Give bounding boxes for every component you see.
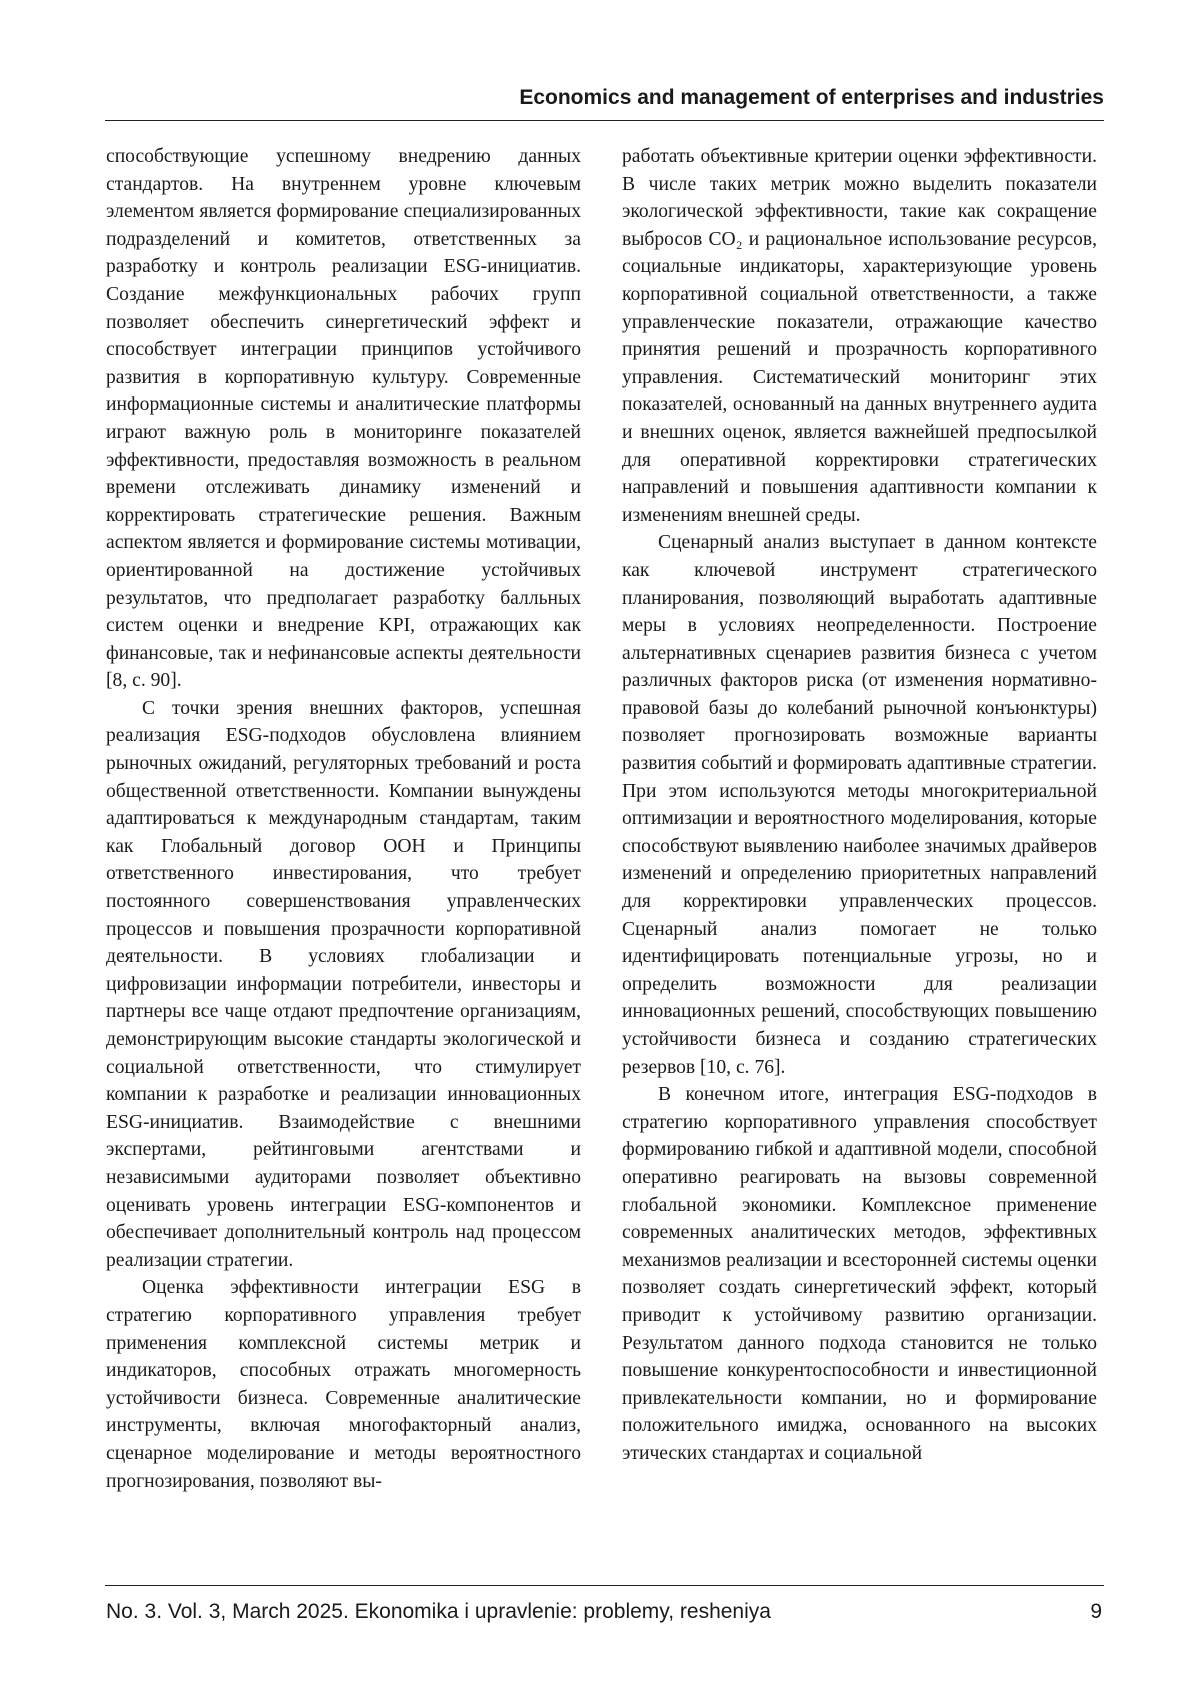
section-title: Economics and management of enterprises and industries [519,86,1104,109]
left-column [106,143,581,1495]
footer-divider [105,1585,1104,1586]
journal-citation: No. 3. Vol. 3, March 2025. Ekonomika i upravlenie: problemy, resheniya [106,1598,771,1626]
right-column [622,143,1097,1468]
paragraph: С точки зрения внешних факторов, успешная реализация ESG-подходов обусловлена влиянием рыночных ожиданий, регуляторных требований и роста общественной ответственности. Компании вынуждены адаптироваться к международным стандартам, таким как Глобальный договор ООН и Принципы ответственного инвестирования, что требует постоянного совершенствования управленческих процессов и повышения прозрачности корпоративной деятельности. В условиях глобализации и цифровизации информации потребители, инвесторы и партнеры все чаще отдают предпочтение организациям, демонстрирующим высокие стандарты экологической и социальной ответственности, что стимулирует компании к разработке и реализации инновационных ESG-инициатив. Взаимодействие с внешними экспертами, рейтинговыми агентствами и независимыми аудиторами позволяет объективно оценивать уровень интеграции ESG-компонентов и обеспечивает дополнительный контроль над процессом реализации стратегии. [106,695,581,1274]
paragraph: способствующие успешному внедрению данных стандартов. На внутреннем уровне ключевым элементом является формирование специализированных подразделений и комитетов, ответственных за разработку и контроль реализации ESG-инициатив. Создание межфункциональных рабочих групп позволяет обеспечить синергетический эффект и способствует интеграции принципов устойчивого развития в корпоративную культуру. Современные информационные системы и аналитические платформы играют важную роль в мониторинге показателей эффективности, предоставляя возможность в реальном времени отслеживать динамику изменений и корректировать стратегические решения. Важным аспектом является и формирование системы мотивации, ориентированной на достижение устойчивых результатов, что предполагает разработку балльных систем оценки и внедрение KPI, отражающих как финансовые, так и нефинансовые аспекты деятельности [8, с. 90]. [106,143,581,695]
running-header [105,84,1104,121]
paragraph: работать объективные критерии оценки эффективности. В числе таких метрик можно выделить показатели экологической эффективности, такие как сокращение выбросов CO₂ и рациональное использование ресурсов, социальные индикаторы, характеризующие уровень корпоративной социальной ответственности, а также управленческие показатели, отражающие качество принятия решений и прозрачность корпоративного управления. Систематический мониторинг этих показателей, основанный на данных внутреннего аудита и внешних оценок, является важнейшей предпосылкой для оперативной корректировки стратегических направлений и повышения адаптивности компании к изменениям внешней среды. [622,143,1097,529]
page-number: 9 [1090,1598,1102,1626]
paragraph: Сценарный анализ выступает в данном контексте как ключевой инструмент стратегического планирования, позволяющий выработать адаптивные меры в условиях неопределенности. Построение альтернативных сценариев развития бизнеса с учетом различных факторов риска (от изменения нормативно-правовой базы до колебаний рыночной конъюнктуры) позволяет прогнозировать возможные варианты развития событий и формировать адаптивные стратегии. При этом используются методы многокритериальной оптимизации и вероятностного моделирования, которые способствуют выявлению наиболее значимых драйверов изменений и определению приоритетных направлений для корректировки управленческих процессов. Сценарный анализ помогает не только идентифицировать потенциальные угрозы, но и определить возможности для реализации инновационных решений, способствующих повышению устойчивости бизнеса и созданию стратегических резервов [10, с. 76]. [622,529,1097,1081]
paragraph: Оценка эффективности интеграции ESG в стратегию корпоративного управления требует применения комплексной системы метрик и индикаторов, способных отражать многомерность устойчивости бизнеса. Современные аналитические инструменты, включая многофакторный анализ, сценарное моделирование и методы вероятностного прогнозирования, позволяют вы- [106,1274,581,1495]
paragraph: В конечном итоге, интеграция ESG-подходов в стратегию корпоративного управления способствует формированию гибкой и адаптивной модели, способной оперативно реагировать на вызовы современной глобальной экономики. Комплексное применение современных аналитических методов, эффективных механизмов реализации и всесторонней системы оценки позволяет создать синергетический эффект, который приводит к устойчивому развитию организации. Результатом данного подхода становится не только повышение конкурентоспособности и инвестиционной привлекательности компании, но и формирование положительного имиджа, основанного на высоких этических стандартах и социальной [622,1081,1097,1467]
